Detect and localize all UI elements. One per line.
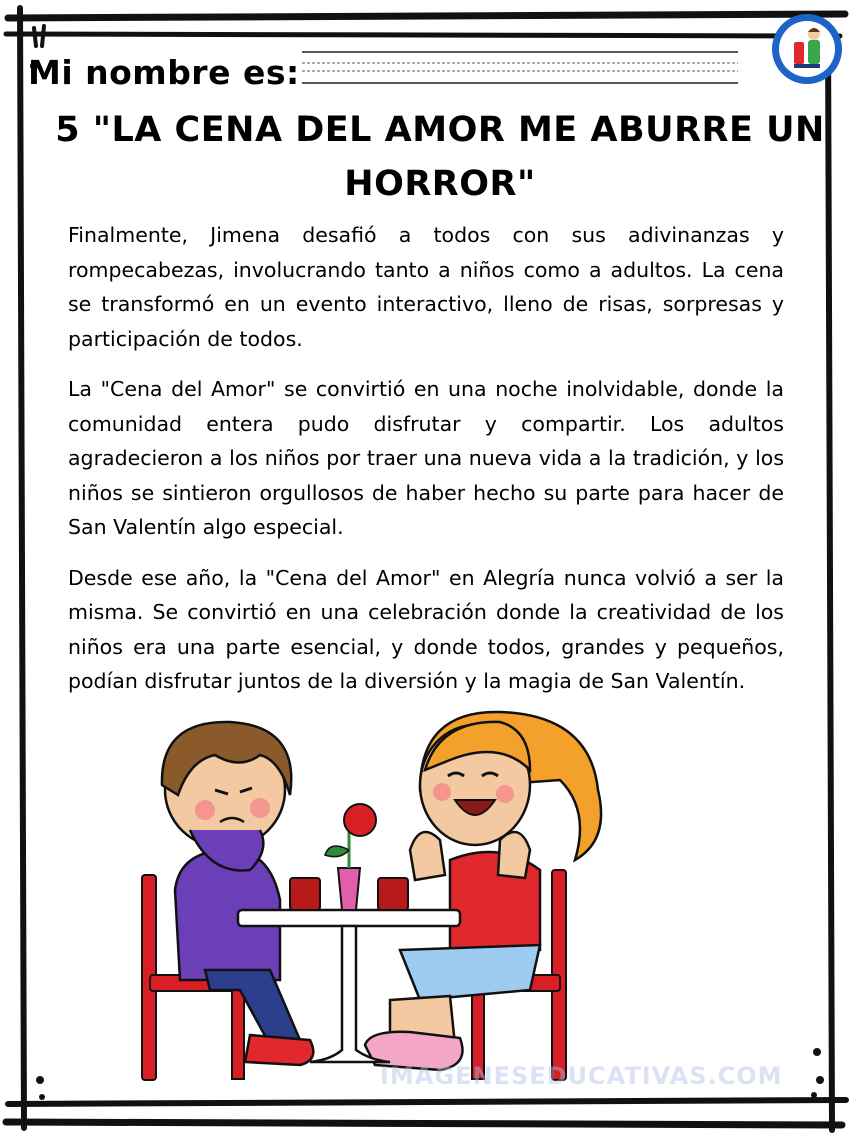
name-row [28, 48, 300, 96]
publisher-logo-icon [770, 12, 844, 86]
story-text [68, 218, 784, 715]
story-paragraph-3: Desde ese año, la "Cena del Amor" en Alegría nunca volvió a ser la misma. Se convirtió en una celebración donde la creatividad de los niños era una parte esencial, y donde todos, grandes y pequeños, podían disfrutar juntos de la diversión y la magia de San Valentín. [68, 565, 784, 693]
watermark: IMAGENESEDUCATIVAS.COM [380, 1062, 783, 1090]
story-paragraph-1: Finalmente, Jimena desafió a todos con sus adivinanzas y rompecabezas, involucrando tanto a niños como a adultos. La cena se transformó en un evento interactivo, lleno de risas, sorpresas y participación de todos. [68, 223, 784, 351]
rose-vase-icon [325, 804, 376, 910]
name-label: Mi nombre es: [28, 52, 300, 92]
dinner-illustration [120, 700, 620, 1100]
story-paragraph-2: La "Cena del Amor" se convirtió en una noche inolvidable, donde la comunidad entera pudo disfrutar y compartir. Los adultos agradecieron a los niños por traer una nueva vida a la tradición, y los niños se sintieron orgullosos de haber hecho su parte para hacer de San Valentín algo especial. [68, 377, 784, 539]
story-title: 5 "LA CENA DEL AMOR ME ABURRE UN HORROR" [55, 110, 825, 204]
name-writing-lines[interactable] [302, 50, 738, 86]
